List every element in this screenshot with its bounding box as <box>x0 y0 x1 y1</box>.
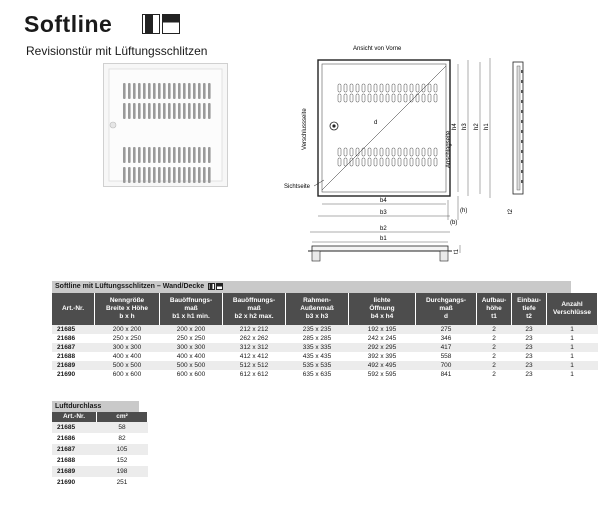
vent-slot <box>123 147 126 163</box>
table-cell: 105 <box>97 444 148 455</box>
table-cell: 1 <box>547 352 598 361</box>
table-cell: 23 <box>512 361 547 370</box>
vent-slot <box>158 147 161 163</box>
vent-slot <box>133 83 136 99</box>
dim-b-paren-label: (b) <box>450 220 458 226</box>
vent-slot <box>198 83 201 99</box>
vent-slot <box>163 167 166 183</box>
vent-slot <box>193 147 196 163</box>
vent-slot <box>183 103 186 119</box>
column-header-line: maß <box>439 305 453 312</box>
vent-slot <box>203 103 206 119</box>
vent-slot <box>133 167 136 183</box>
vent-slot <box>392 84 395 92</box>
vent-slot <box>521 90 523 93</box>
vent-slot <box>344 148 347 156</box>
table-cell: 21689 <box>52 466 97 477</box>
vent-slot <box>193 83 196 99</box>
vent-slot <box>168 147 171 163</box>
vent-slot <box>128 167 131 183</box>
table-cell: 500 x 500 <box>95 361 160 370</box>
table-row <box>52 370 598 379</box>
table-cell: 21688 <box>52 352 95 361</box>
table-cell: 82 <box>97 433 148 444</box>
vent-slot <box>404 158 407 166</box>
vent-slot <box>173 167 176 183</box>
column-header <box>349 293 416 325</box>
product-photo <box>103 63 228 187</box>
vent-slot <box>422 84 425 92</box>
table-cell: 1 <box>547 325 598 334</box>
vent-slot <box>208 103 211 119</box>
table-cell: 300 x 300 <box>95 343 160 352</box>
vent-slot <box>198 167 201 183</box>
table-cell: 58 <box>97 422 148 433</box>
column-header-line: Breite x Höhe <box>106 305 148 312</box>
vent-slot <box>356 94 359 102</box>
vent-slot <box>386 94 389 102</box>
vent-slot <box>428 84 431 92</box>
vent-slot <box>434 158 437 166</box>
table-cell: 23 <box>512 325 547 334</box>
column-header-line: b2 x h2 max. <box>234 313 274 320</box>
table-cell: 600 x 600 <box>160 370 223 379</box>
vent-slot <box>193 103 196 119</box>
vent-slot <box>404 84 407 92</box>
vent-slot <box>148 147 151 163</box>
table-cell: 312 x 312 <box>223 343 286 352</box>
vent-slot <box>521 110 523 113</box>
vent-slot <box>368 94 371 102</box>
table-title-text: Softline mit Lüftungsschlitzen – Wand/Decke <box>55 283 205 290</box>
lock-side-label: Verschlussseite <box>302 108 308 150</box>
page-title: Softline <box>24 11 113 37</box>
vent-slot <box>153 147 156 163</box>
vent-slot <box>138 147 141 163</box>
vent-slot <box>374 158 377 166</box>
vent-slot <box>398 84 401 92</box>
vent-slot <box>178 147 181 163</box>
vent-slot <box>123 83 126 99</box>
vent-slot <box>148 83 151 99</box>
column-header-line: Bauöffnungs- <box>169 297 213 304</box>
table-cell: 412 x 412 <box>223 352 286 361</box>
dim-d-label: d <box>374 120 378 126</box>
vent-slot <box>208 83 211 99</box>
page-subtitle: Revisionstür mit Lüftungsschlitzen <box>26 44 208 58</box>
airflow-table-title: Luftdurchlass <box>52 401 139 412</box>
table-cell: 841 <box>416 370 477 379</box>
vent-slot <box>368 148 371 156</box>
dim-h1-label: h1 <box>484 123 490 130</box>
vent-slot <box>153 167 156 183</box>
vent-slot <box>386 158 389 166</box>
vent-slot <box>203 167 206 183</box>
table-cell: 250 x 250 <box>95 334 160 343</box>
table-cell: 21687 <box>52 343 95 352</box>
vent-slot <box>188 147 191 163</box>
vent-slot <box>416 158 419 166</box>
hinge-side-label: Anschlagseite <box>446 130 452 168</box>
dim-t1-label: t1 <box>454 248 460 254</box>
vent-slot <box>158 103 161 119</box>
column-header-line: Art.-Nr. <box>61 305 85 312</box>
vent-slot <box>374 84 377 92</box>
table-cell: 512 x 512 <box>223 361 286 370</box>
table-cell: 192 x 195 <box>349 325 416 334</box>
column-header-line: b3 x h3 <box>305 313 329 320</box>
column-header-line: Außenmaß <box>300 305 334 312</box>
vent-slot <box>362 94 365 102</box>
table-cell: 275 <box>416 325 477 334</box>
table-cell: 251 <box>97 477 148 488</box>
column-header-line: höhe <box>486 305 502 312</box>
column-header <box>95 293 160 325</box>
vent-slot <box>338 148 341 156</box>
dim-b2-label: b2 <box>380 226 387 232</box>
vent-slot <box>374 94 377 102</box>
column-header-line: Verschlüsse <box>553 309 591 316</box>
table-cell: 21687 <box>52 444 97 455</box>
table-cell: 592 x 595 <box>349 370 416 379</box>
vent-slot <box>163 83 166 99</box>
view-label: Ansicht von Vorne <box>353 46 402 52</box>
vent-slot <box>173 103 176 119</box>
column-header-line: d <box>444 313 448 320</box>
vent-slot <box>138 83 141 99</box>
vent-slot <box>203 147 206 163</box>
vent-slot <box>362 84 365 92</box>
vent-slot <box>380 84 383 92</box>
vent-slot <box>398 158 401 166</box>
airflow-table <box>52 412 148 488</box>
vent-slot <box>521 150 523 153</box>
table-cell: 23 <box>512 343 547 352</box>
vent-slot <box>183 83 186 99</box>
vent-slot <box>133 103 136 119</box>
table-cell: 242 x 245 <box>349 334 416 343</box>
vent-slot <box>168 83 171 99</box>
vent-slot <box>356 84 359 92</box>
technical-drawing <box>284 40 588 272</box>
table-row <box>52 466 148 477</box>
column-header-line: b1 x h1 min. <box>172 313 210 320</box>
vent-slot <box>153 103 156 119</box>
column-header <box>223 293 286 325</box>
vent-slot <box>404 94 407 102</box>
vent-slot <box>521 120 523 123</box>
column-header-line: b x h <box>119 313 135 320</box>
table-cell: 23 <box>512 352 547 361</box>
vent-slot <box>188 83 191 99</box>
table-cell: 21686 <box>52 334 95 343</box>
table-cell: 21685 <box>52 422 97 433</box>
table-cell: 635 x 635 <box>286 370 349 379</box>
vent-slot <box>168 103 171 119</box>
table-cell: 198 <box>97 466 148 477</box>
vent-slot <box>338 158 341 166</box>
vent-slot <box>158 83 161 99</box>
vent-slot <box>521 170 523 173</box>
table-cell: 21689 <box>52 361 95 370</box>
vent-slot <box>386 84 389 92</box>
vent-slot <box>428 94 431 102</box>
vent-slot <box>198 147 201 163</box>
vent-slot <box>380 94 383 102</box>
vent-slot <box>163 147 166 163</box>
table-cell: 21686 <box>52 433 97 444</box>
table-cell: 200 x 200 <box>160 325 223 334</box>
dim-b3-label: b3 <box>380 210 387 216</box>
table-cell: 200 x 200 <box>95 325 160 334</box>
table-cell: 235 x 235 <box>286 325 349 334</box>
column-header-line: Nenngröße <box>109 297 145 304</box>
vent-slot <box>416 148 419 156</box>
column-header-line: Rahmen- <box>303 297 331 304</box>
vent-slot <box>521 130 523 133</box>
vent-slot <box>428 148 431 156</box>
table-cell: 23 <box>512 334 547 343</box>
vent-slot <box>208 167 211 183</box>
column-header-line: Einbau- <box>517 297 541 304</box>
vent-slot <box>128 147 131 163</box>
table-cell: 292 x 295 <box>349 343 416 352</box>
vent-slot <box>188 167 191 183</box>
table-cell: 2 <box>477 334 512 343</box>
vent-slot <box>422 94 425 102</box>
vent-slot <box>368 84 371 92</box>
table-row <box>52 343 598 352</box>
table-cell: 435 x 435 <box>286 352 349 361</box>
vent-slot <box>521 180 523 183</box>
vent-slot <box>362 158 365 166</box>
dim-h4-label: h4 <box>452 123 458 130</box>
vent-slot <box>128 83 131 99</box>
vent-slot <box>178 103 181 119</box>
vent-slot <box>392 158 395 166</box>
vent-slot <box>410 158 413 166</box>
vent-slot <box>368 158 371 166</box>
vent-slot <box>422 148 425 156</box>
column-header <box>547 293 598 325</box>
visible-side-label: Sichtseite <box>284 184 311 190</box>
table-cell: 700 <box>416 361 477 370</box>
vent-slot <box>521 160 523 163</box>
column-header: cm² <box>97 412 148 422</box>
vent-slot <box>138 167 141 183</box>
column-header-line: t2 <box>526 313 532 320</box>
vent-slot <box>208 147 211 163</box>
table-cell: 600 x 600 <box>95 370 160 379</box>
table-cell: 335 x 335 <box>286 343 349 352</box>
vent-slot <box>163 103 166 119</box>
vent-slot <box>183 147 186 163</box>
table-row <box>52 325 598 334</box>
column-header-line: tiefe <box>522 305 536 312</box>
dim-b4-label: b4 <box>380 198 387 204</box>
dim-h3-label: h3 <box>462 123 468 130</box>
column-header <box>286 293 349 325</box>
table-cell: 2 <box>477 343 512 352</box>
table-row <box>52 334 598 343</box>
column-header-line: Öffnung <box>369 305 395 312</box>
dim-h2-label: h2 <box>474 123 480 130</box>
vent-slot <box>380 158 383 166</box>
table-cell: 262 x 262 <box>223 334 286 343</box>
vent-slot <box>386 148 389 156</box>
vent-slot <box>521 100 523 103</box>
table-cell: 21690 <box>52 370 95 379</box>
table-cell: 285 x 285 <box>286 334 349 343</box>
table-row <box>52 455 148 466</box>
table-cell: 21690 <box>52 477 97 488</box>
vent-slot <box>521 70 523 73</box>
vent-slot <box>521 80 523 83</box>
column-header <box>512 293 547 325</box>
table-cell: 1 <box>547 343 598 352</box>
dimensions-table <box>52 293 598 379</box>
table-cell: 1 <box>547 334 598 343</box>
column-header-line: maß <box>184 305 198 312</box>
vent-slot <box>148 103 151 119</box>
vent-slot <box>434 94 437 102</box>
table-cell: 400 x 400 <box>95 352 160 361</box>
table-cell: 612 x 612 <box>223 370 286 379</box>
column-header <box>160 293 223 325</box>
column-header: Art.-Nr. <box>52 412 97 422</box>
vent-slot <box>173 147 176 163</box>
table-cell: 21688 <box>52 455 97 466</box>
vent-slot <box>350 84 353 92</box>
table-cell: 152 <box>97 455 148 466</box>
vent-slot <box>398 94 401 102</box>
vent-slot <box>416 84 419 92</box>
vent-slot <box>143 147 146 163</box>
vent-slot <box>350 94 353 102</box>
vent-slot <box>168 167 171 183</box>
table-cell: 500 x 500 <box>160 361 223 370</box>
vent-slot <box>183 167 186 183</box>
vent-slot <box>138 103 141 119</box>
table-row <box>52 433 148 444</box>
vent-slot <box>380 148 383 156</box>
vent-slot <box>128 103 131 119</box>
vent-slot <box>356 158 359 166</box>
vent-slot <box>198 103 201 119</box>
vent-slot <box>404 148 407 156</box>
table-cell: 392 x 395 <box>349 352 416 361</box>
vent-slot <box>392 94 395 102</box>
vent-slot <box>178 167 181 183</box>
vent-slot <box>521 140 523 143</box>
vent-slot <box>374 148 377 156</box>
vent-slot <box>410 148 413 156</box>
column-header <box>52 293 95 325</box>
dim-t2-label: t2 <box>508 208 514 214</box>
table-cell: 492 x 495 <box>349 361 416 370</box>
table-cell: 535 x 535 <box>286 361 349 370</box>
table-title <box>52 281 571 293</box>
table-row <box>52 361 598 370</box>
column-header <box>416 293 477 325</box>
vent-slot <box>344 94 347 102</box>
vent-slot <box>148 167 151 183</box>
table-cell: 417 <box>416 343 477 352</box>
vent-slot <box>398 148 401 156</box>
vent-slot <box>338 84 341 92</box>
wall-ceiling-icon <box>208 283 224 290</box>
table-cell: 346 <box>416 334 477 343</box>
table-cell: 558 <box>416 352 477 361</box>
vent-slot <box>350 148 353 156</box>
vent-slot <box>173 83 176 99</box>
table-cell: 21685 <box>52 325 95 334</box>
vent-slot <box>158 167 161 183</box>
vent-slot <box>188 103 191 119</box>
column-header-line: Durchgangs- <box>425 297 467 304</box>
vent-slot <box>143 103 146 119</box>
vent-slot <box>143 83 146 99</box>
table-cell: 250 x 250 <box>160 334 223 343</box>
vent-slot <box>434 84 437 92</box>
column-header-line: lichte <box>373 297 391 304</box>
table-cell: 23 <box>512 370 547 379</box>
table-row <box>52 422 148 433</box>
vent-slot <box>153 83 156 99</box>
wall-ceiling-icon <box>142 14 180 34</box>
dim-h-paren-label: (h) <box>460 208 468 214</box>
column-header-line: Anzahl <box>561 301 583 308</box>
vent-slot <box>203 83 206 99</box>
table-cell: 2 <box>477 370 512 379</box>
vent-slot <box>133 147 136 163</box>
vent-slot <box>428 158 431 166</box>
vent-slot <box>193 167 196 183</box>
table-cell: 400 x 400 <box>160 352 223 361</box>
vent-slot <box>143 167 146 183</box>
vent-slot <box>178 83 181 99</box>
table-cell: 1 <box>547 361 598 370</box>
vent-slot <box>123 103 126 119</box>
vent-slot <box>392 148 395 156</box>
vent-slot <box>344 158 347 166</box>
column-header-line: b4 x h4 <box>370 313 394 320</box>
vent-slot <box>422 158 425 166</box>
table-cell: 1 <box>547 370 598 379</box>
table-cell: 2 <box>477 361 512 370</box>
table-cell: 300 x 300 <box>160 343 223 352</box>
vent-slot <box>123 167 126 183</box>
dim-b1-label: b1 <box>380 236 387 242</box>
column-header <box>477 293 512 325</box>
table-row <box>52 352 598 361</box>
table-cell: 2 <box>477 352 512 361</box>
vent-slot <box>434 148 437 156</box>
table-cell: 2 <box>477 325 512 334</box>
table-row <box>52 444 148 455</box>
vent-slot <box>344 84 347 92</box>
vent-slot <box>338 94 341 102</box>
column-header-line: Bauöffnungs- <box>232 297 276 304</box>
column-header-line: t1 <box>491 313 497 320</box>
table-cell: 212 x 212 <box>223 325 286 334</box>
table-row <box>52 477 148 488</box>
column-header-line: maß <box>247 305 261 312</box>
vent-slot <box>410 84 413 92</box>
column-header-line: Aufbau- <box>481 297 507 304</box>
